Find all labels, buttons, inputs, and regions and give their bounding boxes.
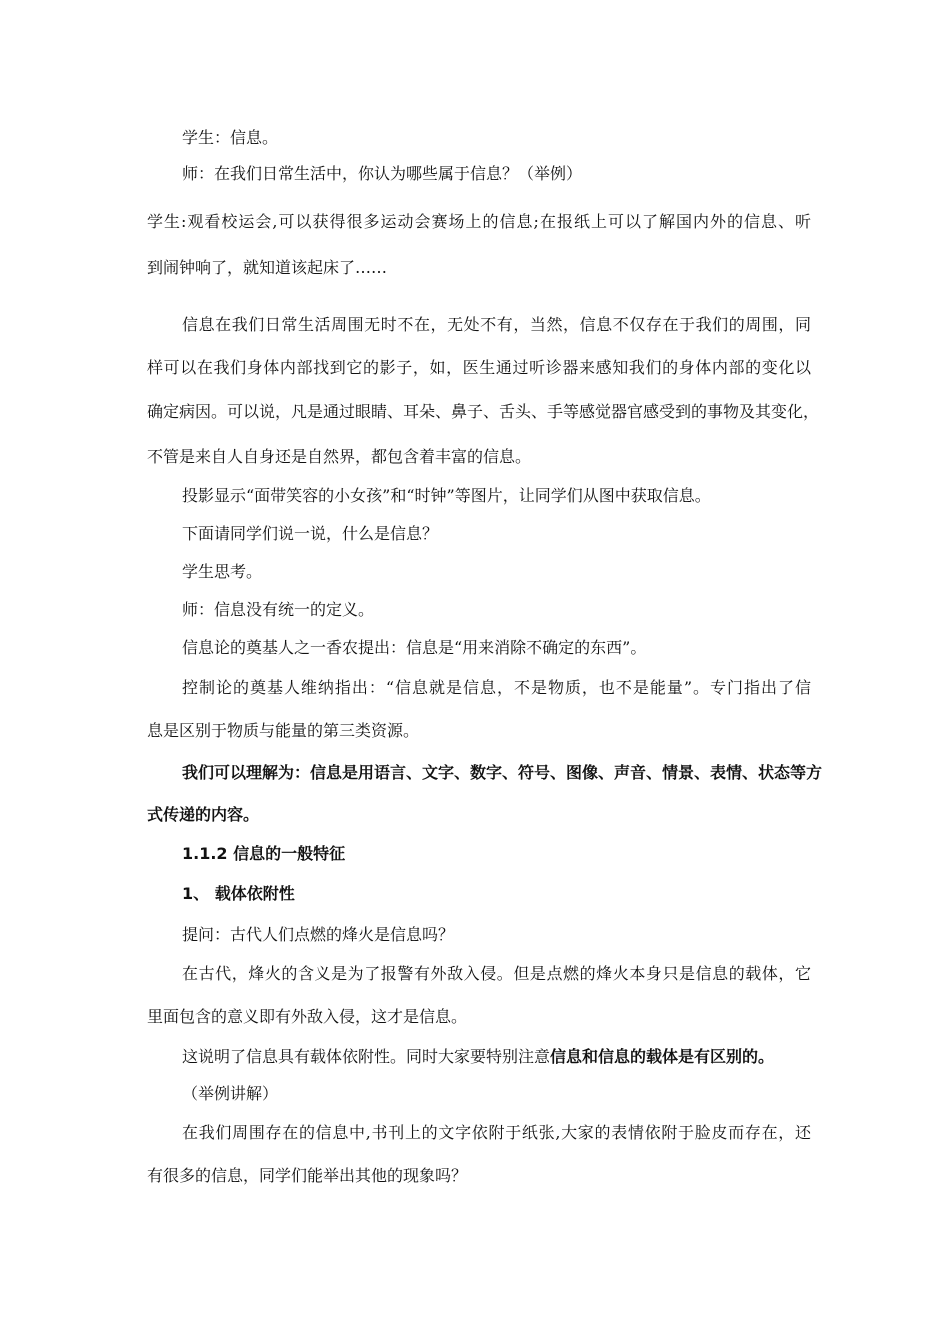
paragraph-definition-bold-line2: 式传递的内容。: [147, 805, 260, 824]
carrier-note-text: 这说明了信息具有载体依附性。同时大家要特别注意: [182, 1047, 551, 1066]
paragraph-no-definition: 师：信息没有统一的定义。: [182, 600, 375, 619]
paragraph-beacon-question: 提问：古代人们点燃的烽火是信息吗？: [182, 925, 455, 944]
paragraph-information-everywhere-line3: 确定病因。可以说，凡是通过眼睛、耳朵、鼻子、舌头、手等感觉器官感受到的事物及其变化，: [147, 402, 820, 421]
paragraph-student-answer: 学生：信息。: [182, 128, 279, 147]
paragraph-beacon-explanation-line2: 里面包含的意义即有外敌入侵，这才是信息。: [147, 1007, 468, 1026]
paragraph-wiener-line2: 息是区别于物质与能量的第三类资源。: [147, 721, 420, 740]
section-heading-general-features: 1.1.2 信息的一般特征: [182, 844, 346, 863]
paragraph-what-is-information: 下面请同学们说一说，什么是信息？: [182, 524, 439, 543]
paragraph-student-examples-line1: 学生:观看校运会,可以获得很多运动会赛场上的信息;在报纸上可以了解国内外的信息、听: [147, 212, 811, 231]
paragraph-shannon: 信息论的奠基人之一香农提出：信息是“用来消除不确定的东西”。: [182, 638, 647, 657]
paragraph-information-everywhere-line2: 样可以在我们身体内部找到它的影子，如，医生通过听诊器来感知我们的身体内部的变化以: [147, 358, 811, 377]
paragraph-projection: 投影显示“面带笑容的小女孩”和“时钟”等图片，让同学们从图中获取信息。: [182, 486, 711, 505]
paragraph-surrounding-info-line2: 有很多的信息，同学们能举出其他的现象吗？: [147, 1166, 468, 1185]
paragraph-wiener-line1: 控制论的奠基人维纳指出：“信息就是信息，不是物质，也不是能量”。专门指出了信: [182, 678, 811, 697]
paragraph-beacon-explanation-line1: 在古代，烽火的含义是为了报警有外敌入侵。但是点燃的烽火本身只是信息的载体，它: [182, 964, 811, 983]
paragraph-teacher-question: 师：在我们日常生活中，你认为哪些属于信息？（举例）: [182, 164, 583, 183]
paragraph-definition-bold-line1: 我们可以理解为：信息是用语言、文字、数字、符号、图像、声音、情景、表情、状态等方: [182, 763, 823, 782]
paragraph-student-thinking: 学生思考。: [182, 562, 263, 581]
paragraph-example-explanation: （举例讲解）: [182, 1084, 279, 1103]
carrier-note-emphasis: 信息和信息的载体是有区别的。: [550, 1047, 775, 1066]
paragraph-surrounding-info-line1: 在我们周围存在的信息中,书刊上的文字依附于纸张,大家的表情依附于脸皮而存在，还: [182, 1123, 811, 1142]
paragraph-information-everywhere-line1: 信息在我们日常生活周围无时不在，无处不有，当然，信息不仅存在于我们的周围，同: [182, 315, 811, 334]
subsection-heading-carrier-dependency: 1、 载体依附性: [182, 884, 295, 903]
paragraph-student-examples-line2: 到闹钟响了，就知道该起床了……: [147, 258, 388, 277]
paragraph-information-everywhere-line4: 不管是来自人自身还是自然界，都包含着丰富的信息。: [147, 447, 532, 466]
paragraph-carrier-note: [182, 1046, 811, 1068]
